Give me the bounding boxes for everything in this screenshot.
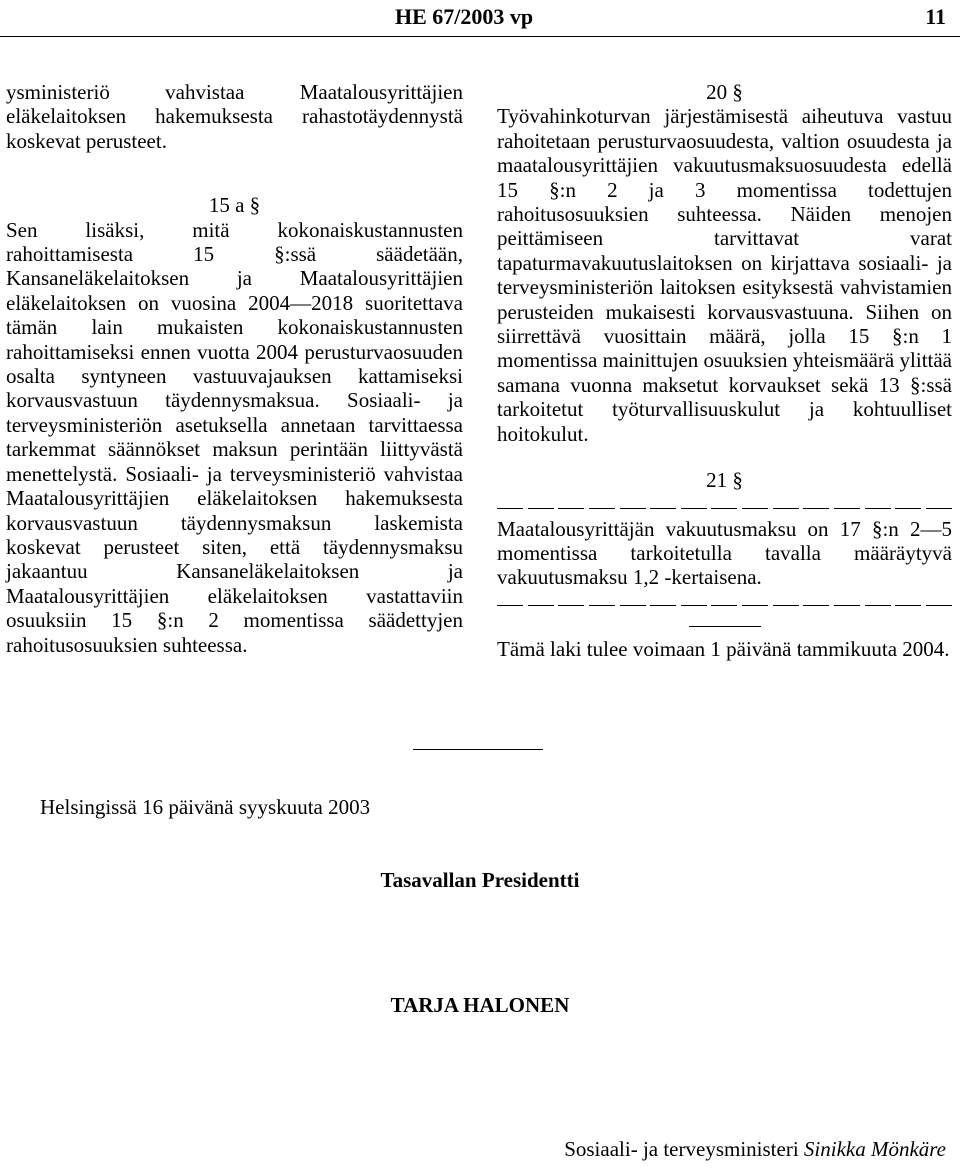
minister-name: Sinikka Mönkäre — [803, 1137, 946, 1161]
end-rule — [413, 749, 543, 750]
section-15a-paragraph: Sen lisäksi, mitä kokonaiskustannusten rahoittamisesta 15 §:ssä säädetään, Kansaneläkelaitoksen ja Maatalousyrittäjien eläkelaitoksen on vuosina 2004—2018 suoritettava tämän lain mukaisten kokonaiskustannusten rahoittamiseksi ennen vuotta 2004 perusturvaosuuden osalta syntyneen vastuuvajauksen kattamiseksi korvausvastuun täydennysmaksua. Sosiaali- ja terveysministeriön asetuksella annetaan tarvittaessa tarkemmat säännökset maksun perintään liittyvästä menettelystä. Sosiaali- ja terveysministeriö vahvistaa Maatalousyrittäjien eläkelaitoksen hakemuksesta korvausvastuun täydennysmaksun laskemista koskevat perusteet siten, että täydennysmaksu jakaantuu Kansaneläkelaitoksen ja Maatalousyrittäjien eläkelaitoksen vastattaviin osuuksiin 15 §:n 2 momentissa säädettyjen rahoitusosuuksien suhteessa. — [6, 217, 463, 657]
header-rule — [0, 36, 960, 37]
section-20-heading: 20 § — [706, 80, 743, 104]
signer-title: Tasavallan Presidentti — [380, 868, 580, 892]
page-header — [0, 4, 960, 34]
intro-paragraph: ysministeriö vahvistaa Maatalousyrittäjien eläkelaitoksen hakemuksesta rahastotäydennystä koskevat perusteet. — [6, 80, 463, 153]
signer-name: TARJA HALONEN — [390, 993, 570, 1017]
omission-dashes — [497, 501, 952, 515]
right-column — [497, 80, 952, 661]
section-20-paragraph: Työvahinkoturvan järjestämisestä aiheutuva vastuu rahoitetaan perusturvaosuudesta, valtion osuudesta ja maatalousyrittäjien vakuutusmaksuosuudesta edellä 15 §:n 2 ja 3 momentissa todettujen rahoitusosuuksien suhteessa. Näiden menojen peittämiseen tarvittavat varat tapaturmavakuutuslaitoksen on kirjattava sosiaali- ja terveysministeriön laitoksen esityksestä vahvistamien perusteiden mukaisesti korvausvastuuna. Siihen on siirrettävä vuosittain määrä, jolla 15 §:n 1 momentissa mainittujen osuuksien yhteismäärä ylittää samana vuonna maksetut korvaukset sekä 13 §:ssä tarkoitetut työturvallisuuskulut ja kohtuulliset hoitokulut. — [497, 104, 952, 446]
omission-dashes — [497, 598, 952, 612]
entry-into-force-paragraph: Tämä laki tulee voimaan 1 päivänä tammikuuta 2004. — [497, 636, 950, 661]
section-21-heading: 21 § — [706, 468, 743, 493]
spacer — [497, 446, 952, 468]
page-number: 11 — [925, 4, 946, 29]
minister-role: Sosiaali- ja terveysministeri — [564, 1137, 799, 1161]
section-21-paragraph: Maatalousyrittäjän vakuutusmaksu on 17 §:n 2—5 momentissa tarkoitetulla tavalla määräytyvä vakuutusmaksu 1,2 -kertaisena. — [497, 516, 952, 590]
section-15a-heading: 15 a § — [208, 193, 261, 218]
document-title: HE 67/2003 vp — [395, 4, 534, 29]
place-date: Helsingissä 16 päivänä syyskuuta 2003 — [40, 795, 371, 819]
spacer — [6, 153, 463, 193]
left-column — [6, 80, 463, 657]
minister-signature — [564, 1137, 946, 1162]
section-divider — [689, 626, 761, 627]
